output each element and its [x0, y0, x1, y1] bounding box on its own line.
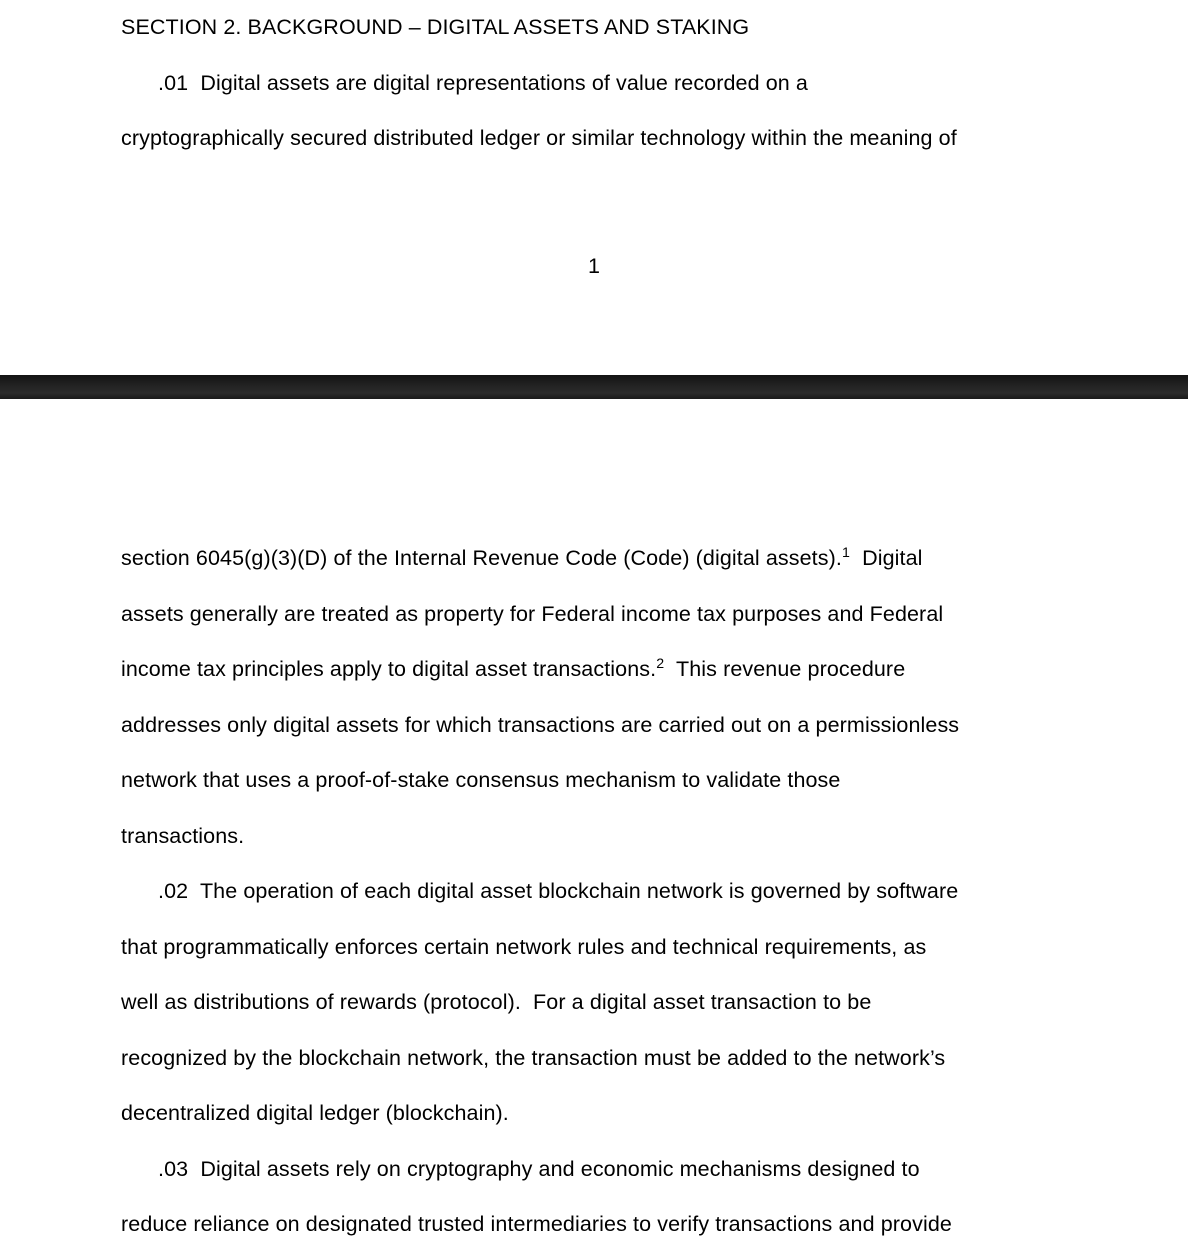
paragraph-line: .02 The operation of each digital asset blockchain network is governed by software — [158, 879, 959, 903]
paragraph-line: addresses only digital assets for which transactions are carried out on a permissionless — [121, 712, 960, 737]
document-page-two — [0, 399, 1188, 1247]
page-one-textblock — [121, 0, 1061, 167]
paragraph-line: assets generally are treated as property for Federal income tax purposes and Federal — [121, 601, 944, 626]
footnote-marker: 1 — [841, 544, 850, 561]
page-two-textblock — [121, 531, 1061, 1253]
document-page-one — [0, 0, 1188, 375]
paragraph-line: recognized by the blockchain network, the transaction must be added to the network’s — [121, 1045, 946, 1070]
paragraph-line: well as distributions of rewards (protocol). For a digital asset transaction to be — [121, 990, 872, 1014]
paragraph-line: .03 Digital assets rely on cryptography and economic mechanisms designed to — [158, 1156, 920, 1181]
page-break-divider — [0, 375, 1188, 399]
paragraph-line: transactions. — [121, 823, 245, 848]
paragraph-line: income tax principles apply to digital asset transactions.$^2$ This revenue procedure — [121, 655, 906, 681]
paragraph-line: cryptographically secured distributed ledger or similar technology within the meaning of — [121, 126, 957, 150]
paragraph-line: section 6045(g)(3)(D) of the Internal Revenue Code (Code) (digital assets).$^1$ Digital — [121, 544, 923, 570]
paragraph-line: decentralized digital ledger (blockchain). — [121, 1101, 509, 1125]
section-heading: SECTION 2. BACKGROUND – DIGITAL ASSETS AND STAKING — [121, 15, 750, 39]
paragraph-line: that programmatically enforces certain network rules and technical requirements, as — [121, 934, 927, 959]
paragraph-line: reduce reliance on designated trusted intermediaries to verify transactions and provide — [121, 1212, 952, 1236]
footnote-marker: 2 — [656, 655, 665, 672]
page-number: 1 — [588, 254, 600, 278]
paragraph-line: .01 Digital assets are digital representations of value recorded on a — [158, 70, 808, 95]
paragraph-line: network that uses a proof-of-stake consensus mechanism to validate those — [121, 768, 841, 792]
